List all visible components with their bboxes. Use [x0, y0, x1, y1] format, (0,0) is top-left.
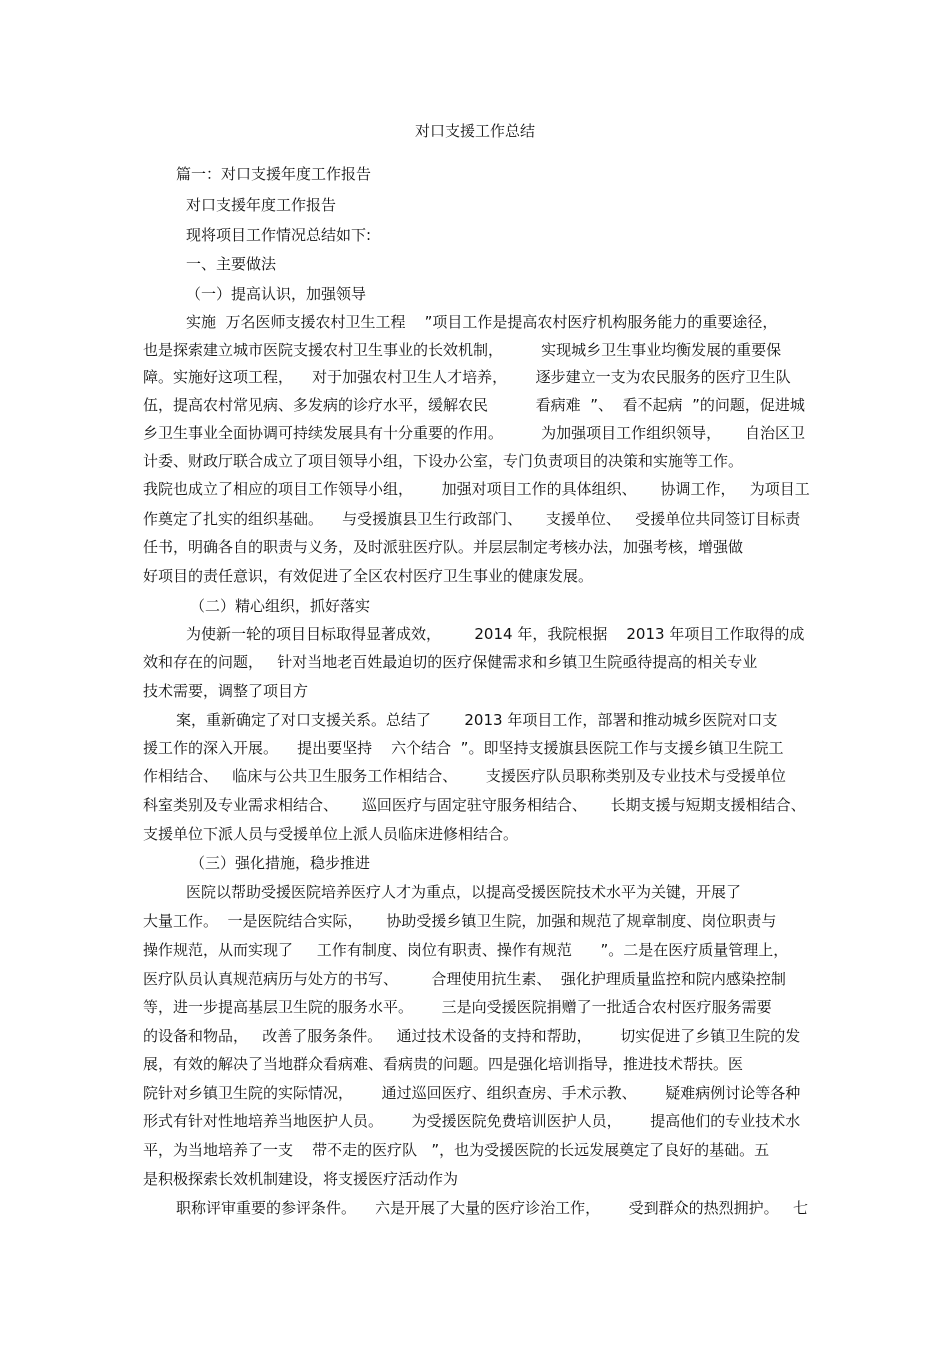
paragraph-line: 的设备和物品， 改善了服务条件。 通过技术设备的支持和帮助， 切实促进了乡镇卫生院的发	[143, 1027, 801, 1045]
paragraph-line: 医疗队员认真规范病历与处方的书写、 合理使用抗生素、 强化护理质量监控和院内感染控制	[143, 970, 786, 988]
paragraph-line: 乡卫生事业全面协调可持续发展具有十分重要的作用。 为加强项目工作组织领导， 自治区卫	[143, 424, 805, 442]
paragraph-line: 形式有针对性地培养当地医护人员。 为受援医院免费培训医护人员， 提高他们的专业技术水	[143, 1112, 801, 1130]
report-subtitle: 对口支援年度工作报告	[186, 196, 337, 214]
paragraph-line: 作相结合、 临床与公共卫生服务工作相结合、 支援医疗队员职称类别及专业技术与受援单位	[143, 767, 786, 785]
paragraph-line: 作奠定了扎实的组织基础。 与受援旗县卫生行政部门、 支援单位、 受援单位共同签订目标责	[143, 510, 801, 528]
paragraph-line: 援工作的深入开展。 提出要坚持 六个结合 ”。即坚持支援旗县医院工作与支援乡镇卫生院工	[143, 739, 784, 757]
paragraph-line: 现将项目工作情况总结如下:	[186, 226, 372, 244]
paragraph-line: 伍，提高农村常见病、多发病的诊疗水平，缓解农民 看病难 ”、 看不起病 ”的问题，促进城	[143, 396, 805, 414]
paragraph-line: 科室类别及专业需求相结合、 巡回医疗与固定驻守服务相结合、 长期支援与短期支援相结合、	[143, 796, 806, 814]
paragraph-line: 操作规范，从而实现了 工作有制度、岗位有职责、操作有规范 ”。二是在医疗质量管理上，	[143, 941, 789, 959]
paragraph-line: 障。实施好这项工程， 对于加强农村卫生人才培养， 逐步建立一支为农民服务的医疗卫生队	[143, 368, 791, 386]
subsection-heading: （三）强化措施，稳步推进	[190, 854, 371, 872]
paragraph-line: 医院以帮助受援医院培养医疗人才为重点，以提高受援医院技术水平为关键，开展了	[186, 883, 742, 901]
paragraph-line: 也是探索建立城市医院支援农村卫生事业的长效机制， 实现城乡卫生事业均衡发展的重要保	[143, 341, 782, 359]
paragraph-line: 好项目的责任意识，有效促进了全区农村医疗卫生事业的健康发展。	[143, 567, 594, 585]
subsection-heading: （二）精心组织，抓好落实	[190, 597, 371, 615]
paragraph-line: 支援单位下派人员与受援单位上派人员临床进修相结合。	[143, 825, 519, 843]
paragraph-line: 平，为当地培养了一支 带不走的医疗队 ”，也为受援医院的长远发展奠定了良好的基础。五	[143, 1141, 770, 1159]
paragraph-line: 为使新一轮的项目目标取得显著成效， 2014 年，我院根据 2013 年项目工作取得的成	[186, 625, 805, 643]
paragraph-line: 我院也成立了相应的项目工作领导小组， 加强对项目工作的具体组织、 协调工作， 为项目工	[143, 480, 810, 498]
subsection-heading: 一、主要做法	[186, 255, 277, 273]
paragraph-line: 展，有效的解决了当地群众看病难、看病贵的问题。四是强化培训指导，推进技术帮扶。医	[143, 1055, 744, 1073]
paragraph-line: 职称评审重要的参评条件。 六是开展了大量的医疗诊治工作， 受到群众的热烈拥护。 七	[176, 1199, 808, 1217]
paragraph-line: 案，重新确定了对口支援关系。总结了 2013 年项目工作，部署和推动城乡医院对口支	[176, 711, 778, 729]
paragraph-line: 院针对乡镇卫生院的实际情况， 通过巡回医疗、组织查房、手术示教、 疑难病例讨论等各种	[143, 1084, 801, 1102]
paragraph-line: 技术需要，调整了项目方	[143, 682, 309, 700]
paragraph-line: 任书，明确各自的职责与义务，及时派驻医疗队。并层层制定考核办法，加强考核，增强做	[143, 538, 744, 556]
paragraph-line: 是积极探索长效机制建设，将支援医疗活动作为	[143, 1170, 459, 1188]
paragraph-line: 等，进一步提高基层卫生院的服务水平。 三是向受援医院捐赠了一批适合农村医疗服务需要	[143, 998, 772, 1016]
subsection-heading: （一）提高认识，加强领导	[186, 285, 367, 303]
paragraph-line: 实施 万名医师支援农村卫生工程 ”项目工作是提高农村医疗机构服务能力的重要途径，	[186, 313, 778, 331]
section-heading: 篇一：对口支援年度工作报告	[176, 165, 372, 183]
document-title: 对口支援工作总结	[414, 122, 535, 140]
paragraph-line: 效和存在的问题， 针对当地老百姓最迫切的医疗保健需求和乡镇卫生院亟待提高的相关专业	[143, 653, 758, 671]
paragraph-line: 计委、财政厅联合成立了项目领导小组，下设办公室，专门负责项目的决策和实施等工作。	[143, 452, 744, 470]
paragraph-line: 大量工作。 一是医院结合实际， 协助受援乡镇卫生院，加强和规范了规章制度、岗位职责与	[143, 912, 777, 930]
